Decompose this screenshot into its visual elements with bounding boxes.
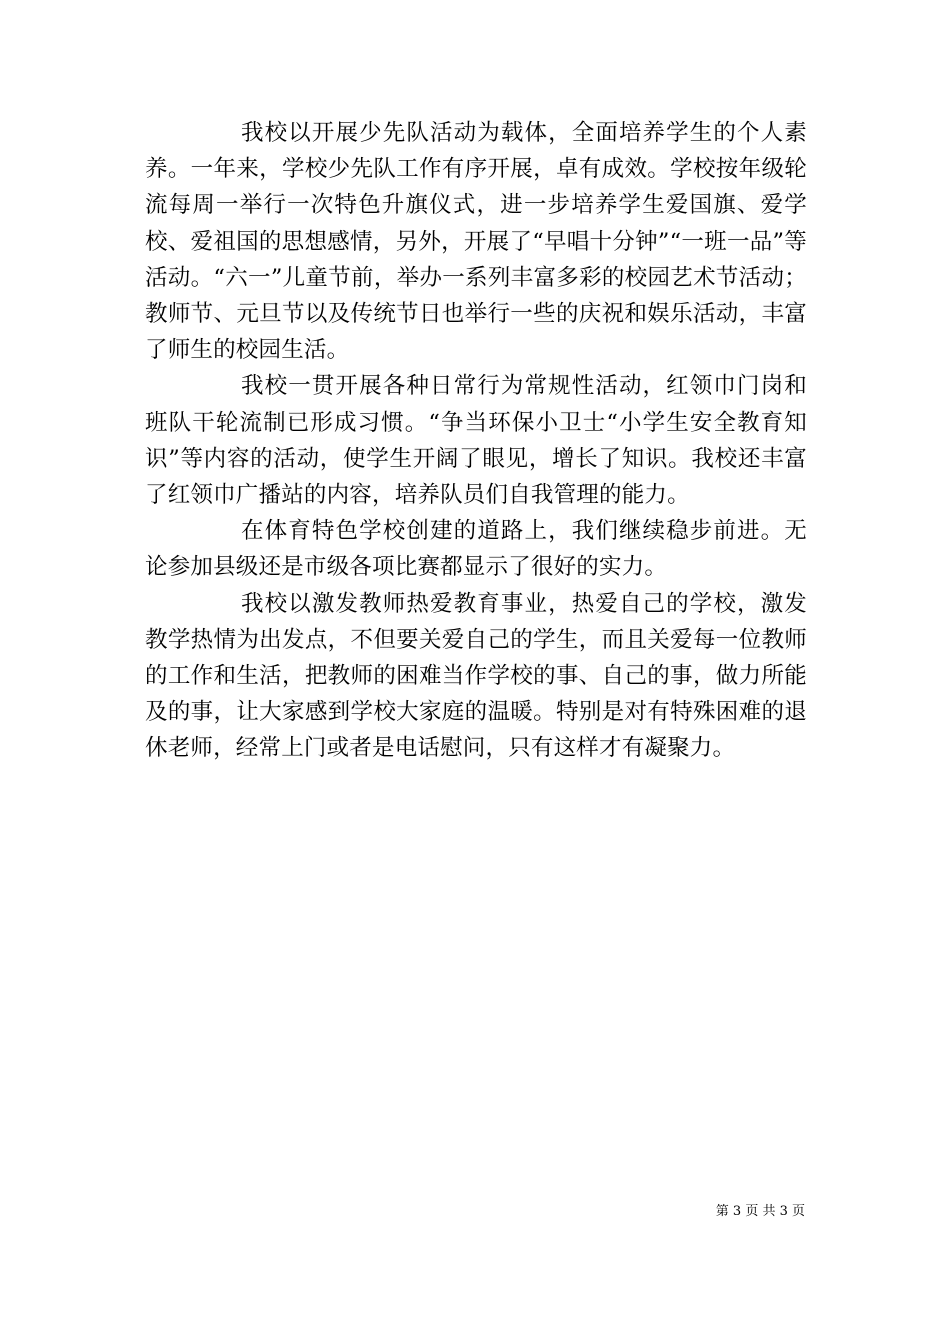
paragraph-young-pioneers: 我校以开展少先队活动为载体，全面培养学生的个人素养。一年来，学校少先队工作有序开展，卓有成效。学校按年级轮流每周一举行一次特色升旗仪式，进一步培养学生爱国旗、爱学校、爱祖国的思想感情，另外，开展了“早唱十分钟”“一班一品”等活动。“六一”儿童节前，举办一系列丰富多彩的校园艺术节活动；教师节、元旦节以及传统节日也举行一些的庆祝和娱乐活动，丰富了师生的校园生活。 [145,120,807,364]
document-body [145,115,807,767]
page-number: 第 3 页 共 3 页 [715,1204,805,1219]
paragraph-daily-conduct: 我校一贯开展各种日常行为常规性活动，红领巾门岗和班队干轮流制已形成习惯。“争当环保小卫士“小学生安全教育知识”等内容的活动，使学生开阔了眼见，增长了知识。我校还丰富了红领巾广播站的内容，培养队员们自我管理的能力。 [145,373,807,509]
paragraph-sports-school: 在体育特色学校创建的道路上，我们继续稳步前进。无论参加县级还是市级各项比赛都显示了很好的实力。 [145,518,807,581]
paragraph-teacher-care: 我校以激发教师热爱教育事业，热爱自己的学校，激发教学热情为出发点，不但要关爱自己的学生，而且关爱每一位教师的工作和生活，把教师的困难当作学校的事、自己的事，做力所能及的事，让大家感到学校大家庭的温暖。特别是对有特殊困难的退休老师，经常上门或者是电话慰问，只有这样才有凝聚力。 [145,590,807,762]
